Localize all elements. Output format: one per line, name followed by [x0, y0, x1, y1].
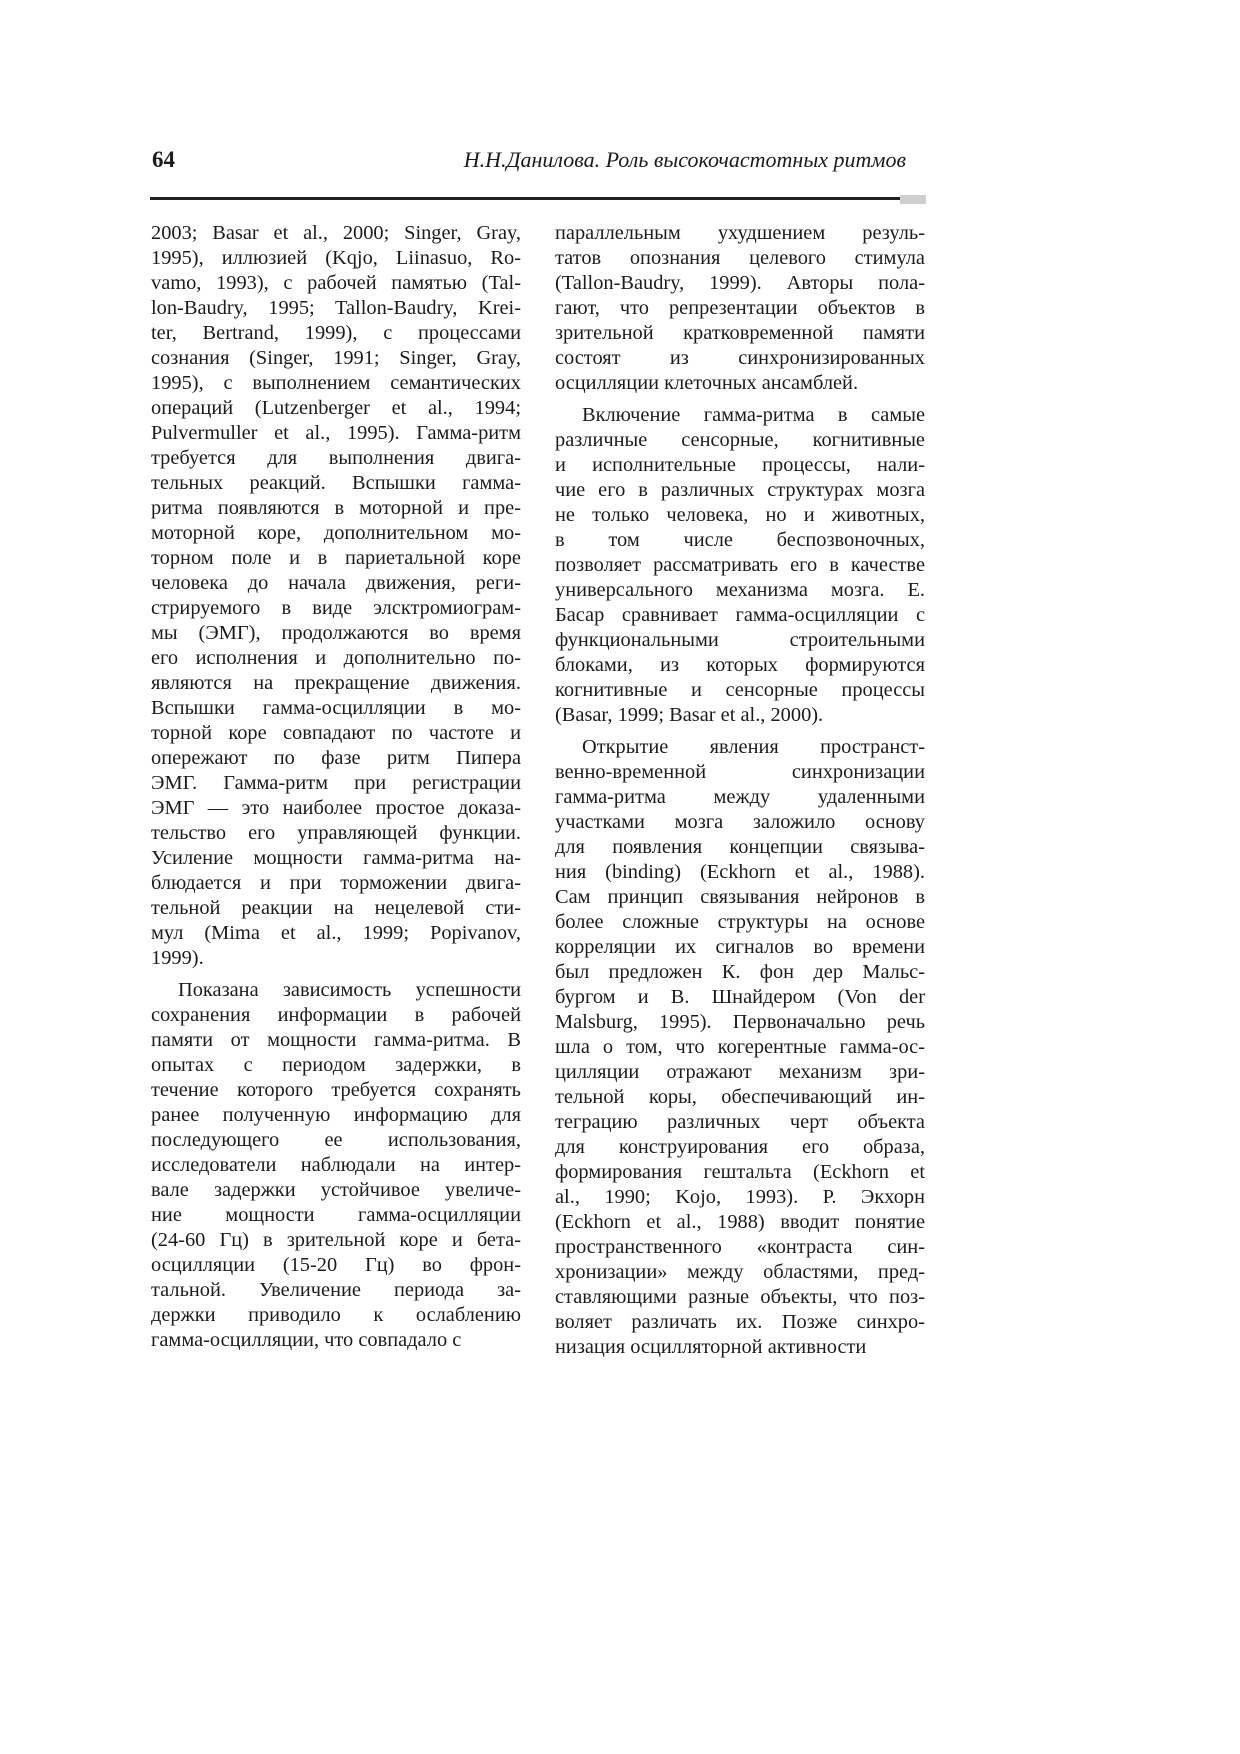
- text-line: ter, Bertrand, 1999), с процессами: [151, 322, 521, 344]
- text-line: Включение гамма-ритма в самые: [582, 404, 925, 426]
- text-line: был предложен К. фон дер Мальс-: [555, 961, 925, 983]
- text-line: гают, что репрезентации объектов в: [555, 297, 925, 319]
- text-line: ритма появляются в моторной и пре-: [151, 497, 521, 519]
- text-line: венно-временной синхронизации: [555, 761, 925, 783]
- left-column: [151, 221, 521, 1353]
- text-line: 1995), иллюзией (Kqjo, Liinasuo, Ro-: [151, 247, 521, 269]
- text-line: последующего ее использования,: [151, 1129, 521, 1151]
- text-line: al., 1990; Kojo, 1993). Р. Экхорн: [555, 1186, 925, 1208]
- text-line: опережают по фазе ритм Пипера: [151, 747, 521, 769]
- text-line: воляет различать их. Позже синхро-: [555, 1311, 925, 1333]
- paragraph: [555, 221, 925, 396]
- paragraph-gap: [555, 728, 925, 735]
- text-line: мул (Mima et al., 1999; Popivanov,: [151, 922, 521, 944]
- text-line: Басар сравнивает гамма-осцилляции с: [555, 604, 925, 626]
- text-line: Вспышки гамма-осцилляции в мо-: [151, 697, 521, 719]
- text-line: формирования гештальта (Eckhorn et: [555, 1161, 925, 1183]
- text-line: моторной коре, дополнительном мо-: [151, 522, 521, 544]
- text-line: осцилляции клеточных ансамблей.: [555, 372, 859, 394]
- text-line: гамма-ритма между удаленными: [555, 786, 925, 808]
- text-line: (24-60 Гц) в зрительной коре и бета-: [151, 1229, 521, 1251]
- text-line: тальной. Увеличение периода за-: [151, 1279, 521, 1301]
- text-line: шла о том, что когерентные гамма-ос-: [555, 1036, 925, 1058]
- text-line: течение которого требуется сохранять: [151, 1079, 521, 1101]
- text-line: позволяет рассматривать его в качестве: [555, 554, 925, 576]
- text-line: сохранения информации в рабочей: [151, 1004, 521, 1026]
- text-line: участками мозга заложило основу: [555, 811, 925, 833]
- text-line: корреляции их сигналов во времени: [555, 936, 925, 958]
- text-line: Открытие явления пространст-: [582, 736, 925, 758]
- text-line: в том числе беспозвоночных,: [555, 529, 925, 551]
- text-line: блюдается и при торможении двига-: [151, 872, 521, 894]
- paragraph-gap: [151, 971, 521, 978]
- text-line: тельных реакций. Вспышки гамма-: [151, 472, 521, 494]
- text-line: торном поле и в париетальной коре: [151, 547, 521, 569]
- text-line: более сложные структуры на основе: [555, 911, 925, 933]
- text-line: Показана зависимость успешности: [178, 979, 521, 1001]
- text-line: чие его в различных структурах мозга: [555, 479, 925, 501]
- paragraph: [555, 403, 925, 728]
- text-line: человека до начала движения, реги-: [151, 572, 521, 594]
- text-line: различные сенсорные, когнитивные: [555, 429, 925, 451]
- text-line: не только человека, но и животных,: [555, 504, 925, 526]
- text-line: мы (ЭМГ), продолжаются во время: [151, 622, 521, 644]
- text-line: сознания (Singer, 1991; Singer, Gray,: [151, 347, 521, 369]
- text-line: vamo, 1993), с рабочей памятью (Tal-: [151, 272, 521, 294]
- text-line: тельство его управляющей функции.: [151, 822, 521, 844]
- text-line: являются на прекращение движения.: [151, 672, 521, 694]
- right-column: [555, 221, 925, 1360]
- header-rule-shadow: [900, 195, 926, 204]
- text-line: ЭМГ. Гамма-ритм при регистрации: [151, 772, 521, 794]
- text-line: 2003; Basar et al., 2000; Singer, Gray,: [151, 222, 521, 244]
- paragraph: [555, 735, 925, 1360]
- text-line: пространственного «контраста син-: [555, 1236, 925, 1258]
- text-line: ние мощности гамма-осцилляции: [151, 1204, 521, 1226]
- text-line: цилляции отражают механизм зри-: [555, 1061, 925, 1083]
- text-line: 1999).: [151, 947, 204, 969]
- text-line: зрительной кратковременной памяти: [555, 322, 925, 344]
- paragraph-gap: [555, 396, 925, 403]
- text-line: ния (binding) (Eckhorn et al., 1988).: [555, 861, 925, 883]
- text-line: тельной коры, обеспечивающий ин-: [555, 1086, 925, 1108]
- text-line: его исполнения и дополнительно по-: [151, 647, 521, 669]
- text-line: низация осцилляторной активности: [555, 1336, 867, 1358]
- text-line: когнитивные и сенсорные процессы: [555, 679, 925, 701]
- text-line: состоят из синхронизированных: [555, 347, 925, 369]
- text-line: ранее полученную информацию для: [151, 1104, 521, 1126]
- text-line: теграцию различных черт объекта: [555, 1111, 925, 1133]
- text-line: универсального механизма мозга. Е.: [555, 579, 925, 601]
- paragraph: [151, 221, 521, 971]
- text-line: Malsburg, 1995). Первоначально речь: [555, 1011, 925, 1033]
- text-line: торной коре совпадают по частоте и: [151, 722, 521, 744]
- text-line: (Tallon-Baudry, 1999). Авторы пола-: [555, 272, 925, 294]
- text-line: Усиление мощности гамма-ритма на-: [151, 847, 521, 869]
- text-line: функциональными строительными: [555, 629, 925, 651]
- text-line: для конструирования его образа,: [555, 1136, 925, 1158]
- text-line: осцилляции (15-20 Гц) во фрон-: [151, 1254, 521, 1276]
- text-line: параллельным ухудшением резуль-: [555, 222, 925, 244]
- paragraph: [151, 978, 521, 1353]
- text-line: операций (Lutzenberger et al., 1994;: [151, 397, 521, 419]
- text-line: опытах с периодом задержки, в: [151, 1054, 521, 1076]
- text-line: Pulvermuller et al., 1995). Гамма-ритм: [151, 422, 521, 444]
- page-number: 64: [152, 147, 175, 172]
- text-line: (Eckhorn et al., 1988) вводит понятие: [555, 1211, 925, 1233]
- text-line: (Basar, 1999; Basar et al., 2000).: [555, 704, 824, 726]
- text-line: ЭМГ — это наиболее простое доказа-: [151, 797, 521, 819]
- text-line: бургом и В. Шнайдером (Von der: [555, 986, 925, 1008]
- text-line: тельной реакции на нецелевой сти-: [151, 897, 521, 919]
- text-line: памяти от мощности гамма-ритма. В: [151, 1029, 521, 1051]
- text-line: требуется для выполнения двига-: [151, 447, 521, 469]
- running-title: Н.Н.Данилова. Роль высокочастотных ритмов: [463, 147, 906, 172]
- text-line: гамма-осцилляции, что совпадало с: [151, 1329, 462, 1351]
- header-rule: [150, 197, 920, 200]
- text-line: хронизации» между областями, пред-: [555, 1261, 925, 1283]
- text-line: держки приводило к ослаблению: [151, 1304, 521, 1326]
- text-line: Сам принцип связывания нейронов в: [555, 886, 925, 908]
- text-line: lon-Baudry, 1995; Tallon-Baudry, Krei-: [151, 297, 521, 319]
- text-line: и исполнительные процессы, нали-: [555, 454, 925, 476]
- text-line: татов опознания целевого стимула: [555, 247, 925, 269]
- text-line: стрируемого в виде элсктромиограм-: [151, 597, 521, 619]
- text-line: блоками, из которых формируются: [555, 654, 925, 676]
- text-line: вале задержки устойчивое увеличе-: [151, 1179, 521, 1201]
- text-line: для появления концепции связыва-: [555, 836, 925, 858]
- text-line: ставляющими разные объекты, что поз-: [555, 1286, 925, 1308]
- text-line: исследователи наблюдали на интер-: [151, 1154, 521, 1176]
- text-line: 1995), с выполнением семантических: [151, 372, 521, 394]
